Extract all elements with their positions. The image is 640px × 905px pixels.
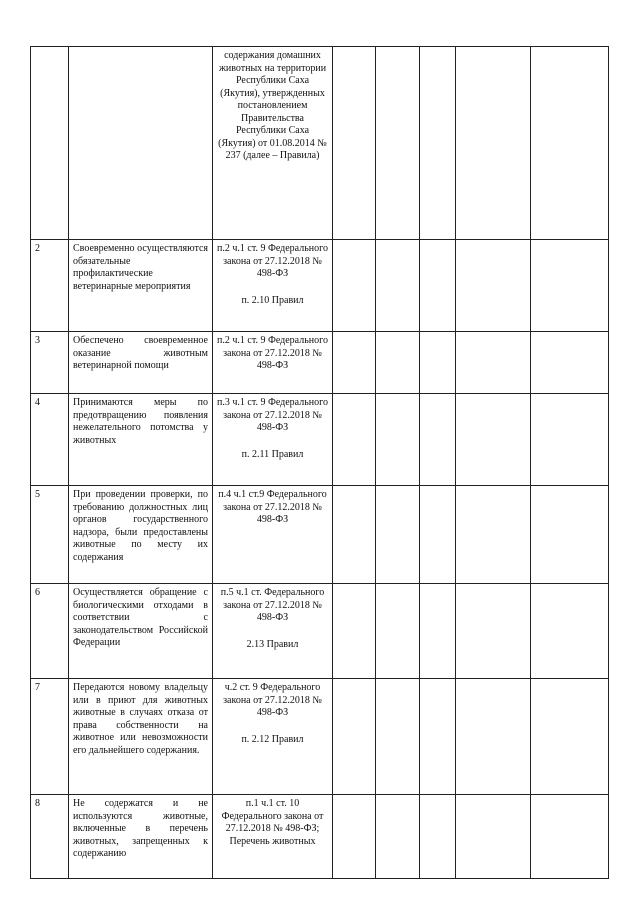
empty-cell	[376, 240, 420, 332]
table-row	[31, 795, 609, 879]
continuation-source-text: содержания домашних животных на территории Республики Саха (Якутия), утвержденных постановлением Правительства Республики Саха (Якутия) от 01.08.2014 № 237 (далее – Правила)	[218, 50, 327, 161]
empty-cell	[333, 679, 376, 795]
law-reference: п.1 ч.1 ст. 10 Федерального закона от 27.12.2018 № 498-ФЗ; Перечень животных	[221, 798, 324, 847]
empty-cell	[376, 486, 420, 584]
empty-cell	[456, 486, 531, 584]
empty-cell	[376, 394, 420, 486]
source-cell	[213, 240, 333, 332]
empty-cell	[333, 486, 376, 584]
table-row	[31, 584, 609, 679]
law-reference: п.3 ч.1 ст. 9 Федерального закона от 27.12.2018 № 498-ФЗ	[217, 397, 328, 433]
empty-cell	[456, 584, 531, 679]
law-reference: п.2 ч.1 ст. 9 Федерального закона от 27.12.2018 № 498-ФЗ	[217, 243, 328, 279]
empty-cell	[376, 332, 420, 394]
empty-cell	[456, 679, 531, 795]
table-row	[31, 47, 609, 240]
source-cell	[213, 584, 333, 679]
requirement-text: Передаются новому владельцу или в приют для животных животные в случаях отказа от права собственности на животное или невозможности его дальнейшего содержания.	[69, 679, 213, 795]
source-cell	[213, 679, 333, 795]
empty-cell	[376, 795, 420, 879]
row-number-cell	[31, 47, 69, 240]
law-reference: п.2 ч.1 ст. 9 Федерального закона от 27.12.2018 № 498-ФЗ	[217, 335, 328, 371]
empty-cell	[531, 584, 609, 679]
empty-cell	[456, 332, 531, 394]
row-number: 4	[31, 394, 69, 486]
table-row	[31, 240, 609, 332]
empty-cell	[531, 394, 609, 486]
empty-cell	[420, 47, 456, 240]
row-number: 3	[31, 332, 69, 394]
empty-cell	[333, 584, 376, 679]
empty-cell	[420, 679, 456, 795]
row-number: 7	[31, 679, 69, 795]
empty-cell	[376, 47, 420, 240]
empty-cell	[333, 240, 376, 332]
table-row	[31, 679, 609, 795]
empty-cell	[420, 795, 456, 879]
requirement-cell	[69, 47, 213, 240]
empty-cell	[531, 679, 609, 795]
source-cell	[213, 795, 333, 879]
rule-reference: 2.13 Правил	[246, 638, 299, 650]
table-row	[31, 332, 609, 394]
empty-cell	[333, 332, 376, 394]
empty-cell	[333, 394, 376, 486]
requirement-text: Своевременно осуществляются обязательные профилактические ветеринарные мероприятия	[69, 240, 213, 332]
empty-cell	[456, 240, 531, 332]
source-cell	[213, 394, 333, 486]
empty-cell	[531, 795, 609, 879]
law-reference: ч.2 ст. 9 Федерального закона от 27.12.2018 № 498-ФЗ	[223, 682, 322, 718]
empty-cell	[420, 394, 456, 486]
law-reference: п.5 ч.1 ст. Федерального закона от 27.12.2018 № 498-ФЗ	[220, 587, 325, 623]
rule-reference: п. 2.11 Правил	[241, 448, 304, 460]
empty-cell	[333, 795, 376, 879]
checklist-table	[30, 46, 609, 879]
rule-reference: п. 2.12 Правил	[241, 733, 304, 745]
empty-cell	[376, 584, 420, 679]
row-number: 2	[31, 240, 69, 332]
empty-cell	[456, 394, 531, 486]
empty-cell	[531, 240, 609, 332]
empty-cell	[456, 795, 531, 879]
empty-cell	[531, 47, 609, 240]
requirement-text: Не содержатся и не используются животные, включенные в перечень животных, запрещенных к содержанию	[69, 795, 213, 879]
empty-cell	[420, 584, 456, 679]
table-row	[31, 394, 609, 486]
table-row	[31, 486, 609, 584]
law-reference: п.4 ч.1 ст.9 Федерального закона от 27.12.2018 № 498-ФЗ	[218, 489, 327, 525]
source-cell	[213, 332, 333, 394]
requirement-text: Принимаются меры по предотвращению появления нежелательного потомства у животных	[69, 394, 213, 486]
source-cell	[213, 47, 333, 240]
row-number: 5	[31, 486, 69, 584]
empty-cell	[456, 47, 531, 240]
empty-cell	[420, 332, 456, 394]
empty-cell	[376, 679, 420, 795]
empty-cell	[420, 240, 456, 332]
empty-cell	[531, 332, 609, 394]
empty-cell	[333, 47, 376, 240]
row-number: 6	[31, 584, 69, 679]
row-number: 8	[31, 795, 69, 879]
requirement-text: Обеспечено своевременное оказание животным ветеринарной помощи	[69, 332, 213, 394]
empty-cell	[420, 486, 456, 584]
requirement-text: При проведении проверки, по требованию должностных лиц органов государственного надзора, были предоставлены животные по месту их содержания	[69, 486, 213, 584]
requirement-text: Осуществляется обращение с биологическими отходами в соответствии с законодательством Российской Федерации	[69, 584, 213, 679]
empty-cell	[531, 486, 609, 584]
source-cell	[213, 486, 333, 584]
rule-reference: п. 2.10 Правил	[241, 294, 304, 306]
